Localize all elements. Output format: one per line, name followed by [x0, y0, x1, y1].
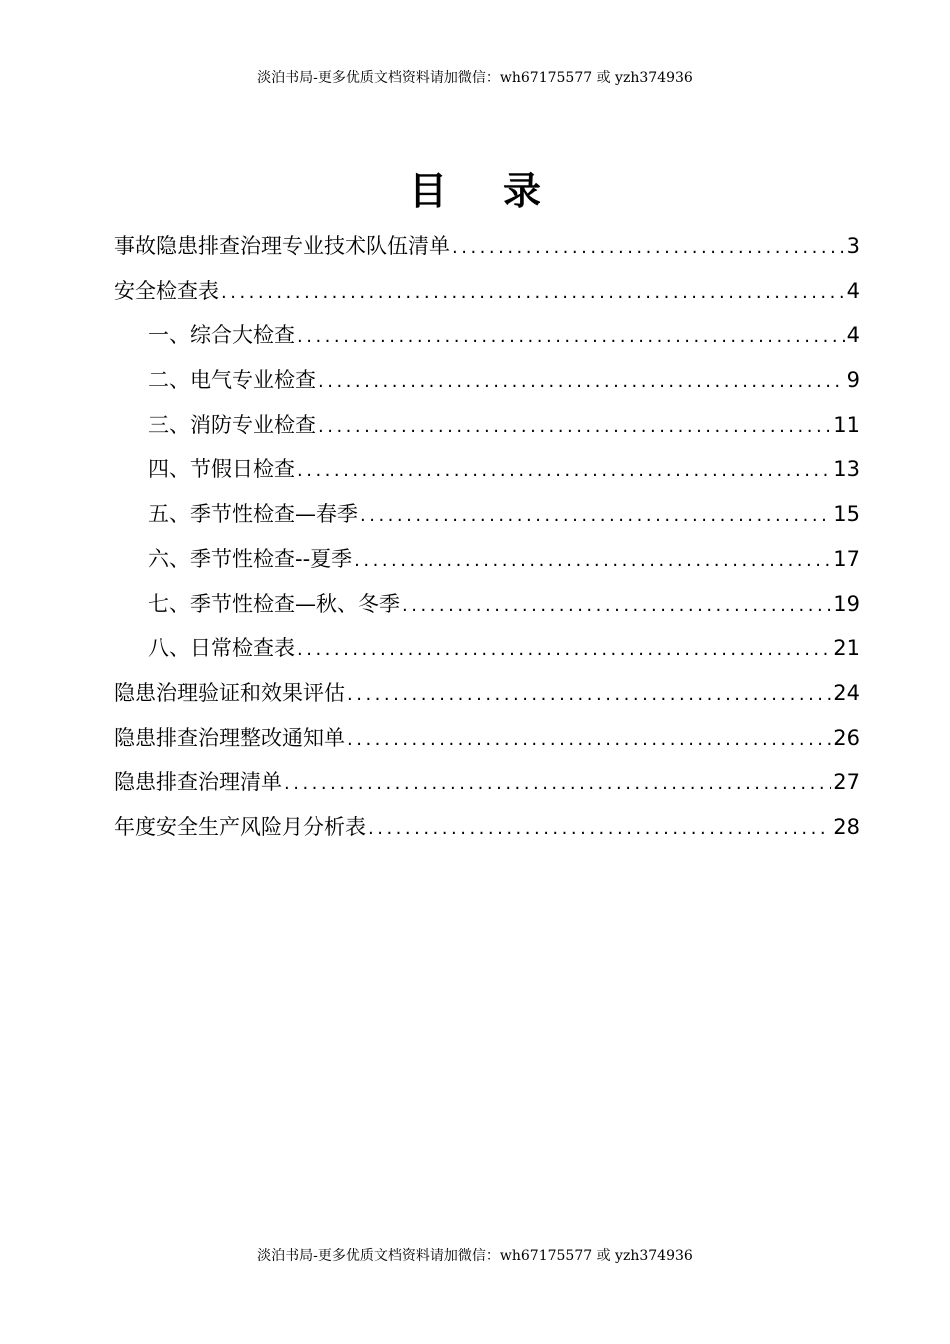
toc-entry-label: 四、节假日检查	[148, 457, 295, 482]
toc-page-number: 15	[833, 502, 860, 527]
header-note: 淡泊书局-更多优质文档资料请加微信：wh67175577 或 yzh374936	[257, 70, 693, 86]
toc-entry[interactable]	[114, 626, 860, 671]
toc-entry-label: 六、季节性检查--夏季	[148, 546, 353, 571]
toc-dot-leader	[368, 807, 831, 852]
toc-entry[interactable]	[114, 671, 860, 716]
toc-entry-label: 事故隐患排查治理专业技术队伍清单	[114, 234, 450, 258]
toc-entry[interactable]	[114, 358, 860, 403]
toc-entry-label: 安全检查表	[114, 278, 219, 303]
toc-dot-leader	[284, 762, 831, 807]
toc-entry[interactable]	[114, 224, 860, 269]
toc-page-number: 3	[846, 234, 860, 258]
toc-page-number: 11	[833, 412, 860, 437]
toc-entry[interactable]	[114, 313, 860, 358]
toc-entry-label: 一、综合大检查	[148, 323, 295, 348]
toc-entry[interactable]	[114, 447, 860, 492]
toc-page-number: 17	[833, 546, 860, 571]
toc-entry-label: 隐患治理验证和效果评估	[114, 680, 345, 705]
toc-entry-label: 隐患排查治理清单	[114, 770, 282, 795]
toc-page-number: 28	[833, 814, 860, 839]
toc-entry[interactable]	[114, 492, 860, 537]
toc-dot-leader	[402, 584, 831, 629]
toc-dot-leader	[297, 449, 831, 494]
table-of-contents	[114, 224, 860, 850]
toc-dot-leader	[452, 226, 845, 271]
toc-dot-leader	[297, 315, 845, 360]
toc-dot-leader	[318, 360, 845, 405]
toc-entry-label: 二、电气专业检查	[148, 368, 316, 393]
toc-page-number: 27	[833, 770, 860, 795]
toc-entry[interactable]	[114, 716, 860, 761]
toc-entry-label: 五、季节性检查—春季	[148, 502, 358, 527]
toc-page-number: 4	[846, 278, 860, 303]
toc-dot-leader	[360, 494, 831, 539]
toc-dot-leader	[347, 718, 831, 763]
toc-dot-leader	[354, 539, 831, 584]
footer-note: 淡泊书局-更多优质文档资料请加微信：wh67175577 或 yzh374936	[257, 1248, 693, 1264]
toc-page-number: 24	[833, 680, 860, 705]
toc-dot-leader	[221, 271, 845, 316]
toc-entry-label: 隐患排查治理整改通知单	[114, 725, 345, 750]
toc-entry[interactable]	[114, 582, 860, 627]
toc-dot-leader	[297, 628, 831, 673]
toc-entry[interactable]	[114, 537, 860, 582]
toc-page-number: 13	[833, 457, 860, 482]
toc-dot-leader	[318, 405, 831, 450]
toc-page-number: 9	[846, 368, 860, 393]
toc-entry-label: 八、日常检查表	[148, 636, 295, 661]
toc-page-number: 26	[833, 725, 860, 750]
toc-dot-leader	[347, 673, 831, 718]
toc-page-number: 19	[833, 591, 860, 616]
toc-entry[interactable]	[114, 269, 860, 314]
toc-entry[interactable]	[114, 403, 860, 448]
toc-entry-label: 七、季节性检查—秋、冬季	[148, 591, 400, 616]
toc-page-number: 4	[846, 323, 860, 348]
toc-entry[interactable]	[114, 760, 860, 805]
page-title: 目录	[408, 169, 597, 213]
toc-entry[interactable]	[114, 805, 860, 850]
toc-page-number: 21	[833, 636, 860, 661]
toc-entry-label: 年度安全生产风险月分析表	[114, 814, 366, 839]
toc-entry-label: 三、消防专业检查	[148, 412, 316, 437]
